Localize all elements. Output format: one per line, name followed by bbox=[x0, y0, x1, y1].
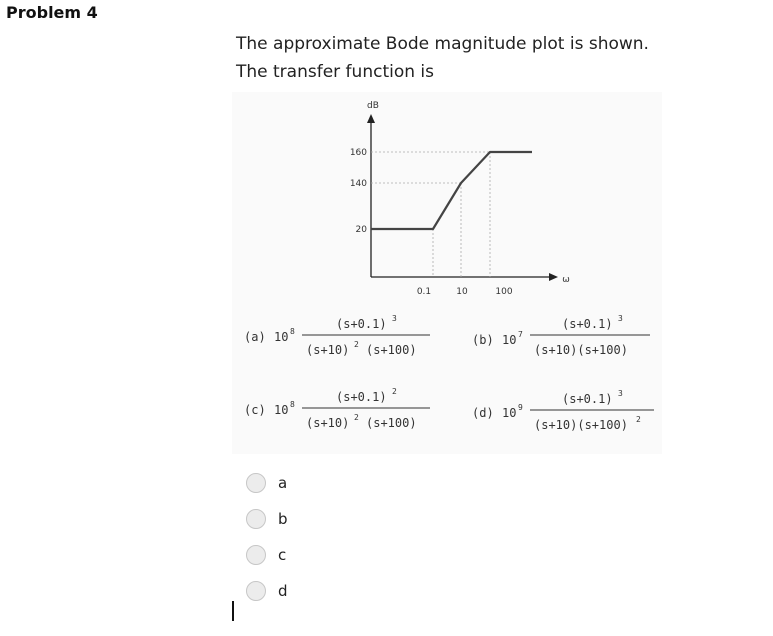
y-tick-label-140: 140 bbox=[349, 179, 367, 189]
choice-b[interactable] bbox=[246, 506, 326, 532]
option-b-denominator: (s+10)(s+100) bbox=[534, 343, 628, 357]
stem-line-2: The transfer function is bbox=[236, 62, 434, 82]
question-stem bbox=[236, 30, 736, 86]
option-a-denominator-2: (s+100) bbox=[366, 343, 417, 357]
radio-button-b[interactable] bbox=[246, 509, 266, 529]
radio-button-d[interactable] bbox=[246, 581, 266, 601]
option-c-denominator-2: (s+100) bbox=[366, 416, 417, 430]
bode-magnitude-curve bbox=[371, 152, 532, 229]
radio-button-a[interactable] bbox=[246, 473, 266, 493]
y-axis-arrow-icon bbox=[367, 114, 375, 123]
option-a-gain: 10 bbox=[274, 330, 289, 344]
radio-button-c[interactable] bbox=[246, 545, 266, 565]
option-d-gain-exponent: 9 bbox=[518, 403, 523, 412]
choice-c[interactable] bbox=[246, 542, 326, 568]
y-axis-label: dB bbox=[367, 101, 379, 111]
choice-a-label: a bbox=[278, 474, 288, 492]
option-d-denominator-exponent: 2 bbox=[636, 415, 641, 424]
option-a-numerator: (s+0.1) bbox=[336, 317, 387, 331]
option-b-numerator: (s+0.1) bbox=[562, 317, 613, 331]
option-d-numerator: (s+0.1) bbox=[562, 392, 613, 406]
option-a-formula bbox=[244, 314, 430, 357]
option-d-denominator: (s+10)(s+100) bbox=[534, 418, 628, 432]
option-d-numerator-exponent: 3 bbox=[618, 389, 623, 398]
question-figure bbox=[232, 92, 662, 454]
x-axis-arrow-icon bbox=[549, 273, 558, 281]
option-a-denominator-1-exponent: 2 bbox=[354, 340, 359, 349]
option-c-gain-exponent: 8 bbox=[290, 400, 295, 409]
option-a-gain-exponent: 8 bbox=[290, 327, 295, 336]
x-tick-label-10: 10 bbox=[456, 287, 468, 297]
option-a-denominator-1: (s+10) bbox=[306, 343, 350, 357]
option-b-gain: 10 bbox=[502, 333, 517, 347]
stem-line-1: The approximate Bode magnitude plot is shown. bbox=[236, 34, 649, 54]
option-d-label: (d) bbox=[472, 406, 494, 420]
option-b-numerator-exponent: 3 bbox=[618, 314, 623, 323]
option-b-gain-exponent: 7 bbox=[518, 330, 523, 339]
problem-title: Problem 4 bbox=[6, 3, 98, 22]
option-d-gain: 10 bbox=[502, 406, 517, 420]
y-tick-label-20: 20 bbox=[355, 225, 367, 235]
choice-a[interactable] bbox=[246, 470, 326, 496]
choice-c-label: c bbox=[278, 546, 287, 564]
option-c-numerator: (s+0.1) bbox=[336, 390, 387, 404]
bode-figure bbox=[232, 92, 662, 454]
option-c-label: (c) bbox=[244, 403, 266, 417]
option-c-numerator-exponent: 2 bbox=[392, 387, 397, 396]
text-cursor bbox=[232, 601, 234, 621]
option-d-formula bbox=[472, 389, 654, 432]
choice-d[interactable] bbox=[246, 578, 326, 604]
option-c-denominator-1: (s+10) bbox=[306, 416, 350, 430]
option-a-label: (a) bbox=[244, 330, 266, 344]
option-c-gain: 10 bbox=[274, 403, 289, 417]
option-a-numerator-exponent: 3 bbox=[392, 314, 397, 323]
y-tick-label-160: 160 bbox=[349, 148, 367, 158]
x-tick-label-0.1: 0.1 bbox=[416, 287, 432, 297]
option-b-label: (b) bbox=[472, 333, 494, 347]
x-tick-label-100: 100 bbox=[495, 287, 513, 297]
choice-d-label: d bbox=[278, 582, 288, 600]
choice-b-label: b bbox=[278, 510, 288, 528]
option-b-formula bbox=[472, 314, 650, 357]
option-c-formula bbox=[244, 387, 430, 430]
x-axis-label: ω bbox=[562, 275, 570, 285]
option-c-denominator-1-exponent: 2 bbox=[354, 413, 359, 422]
